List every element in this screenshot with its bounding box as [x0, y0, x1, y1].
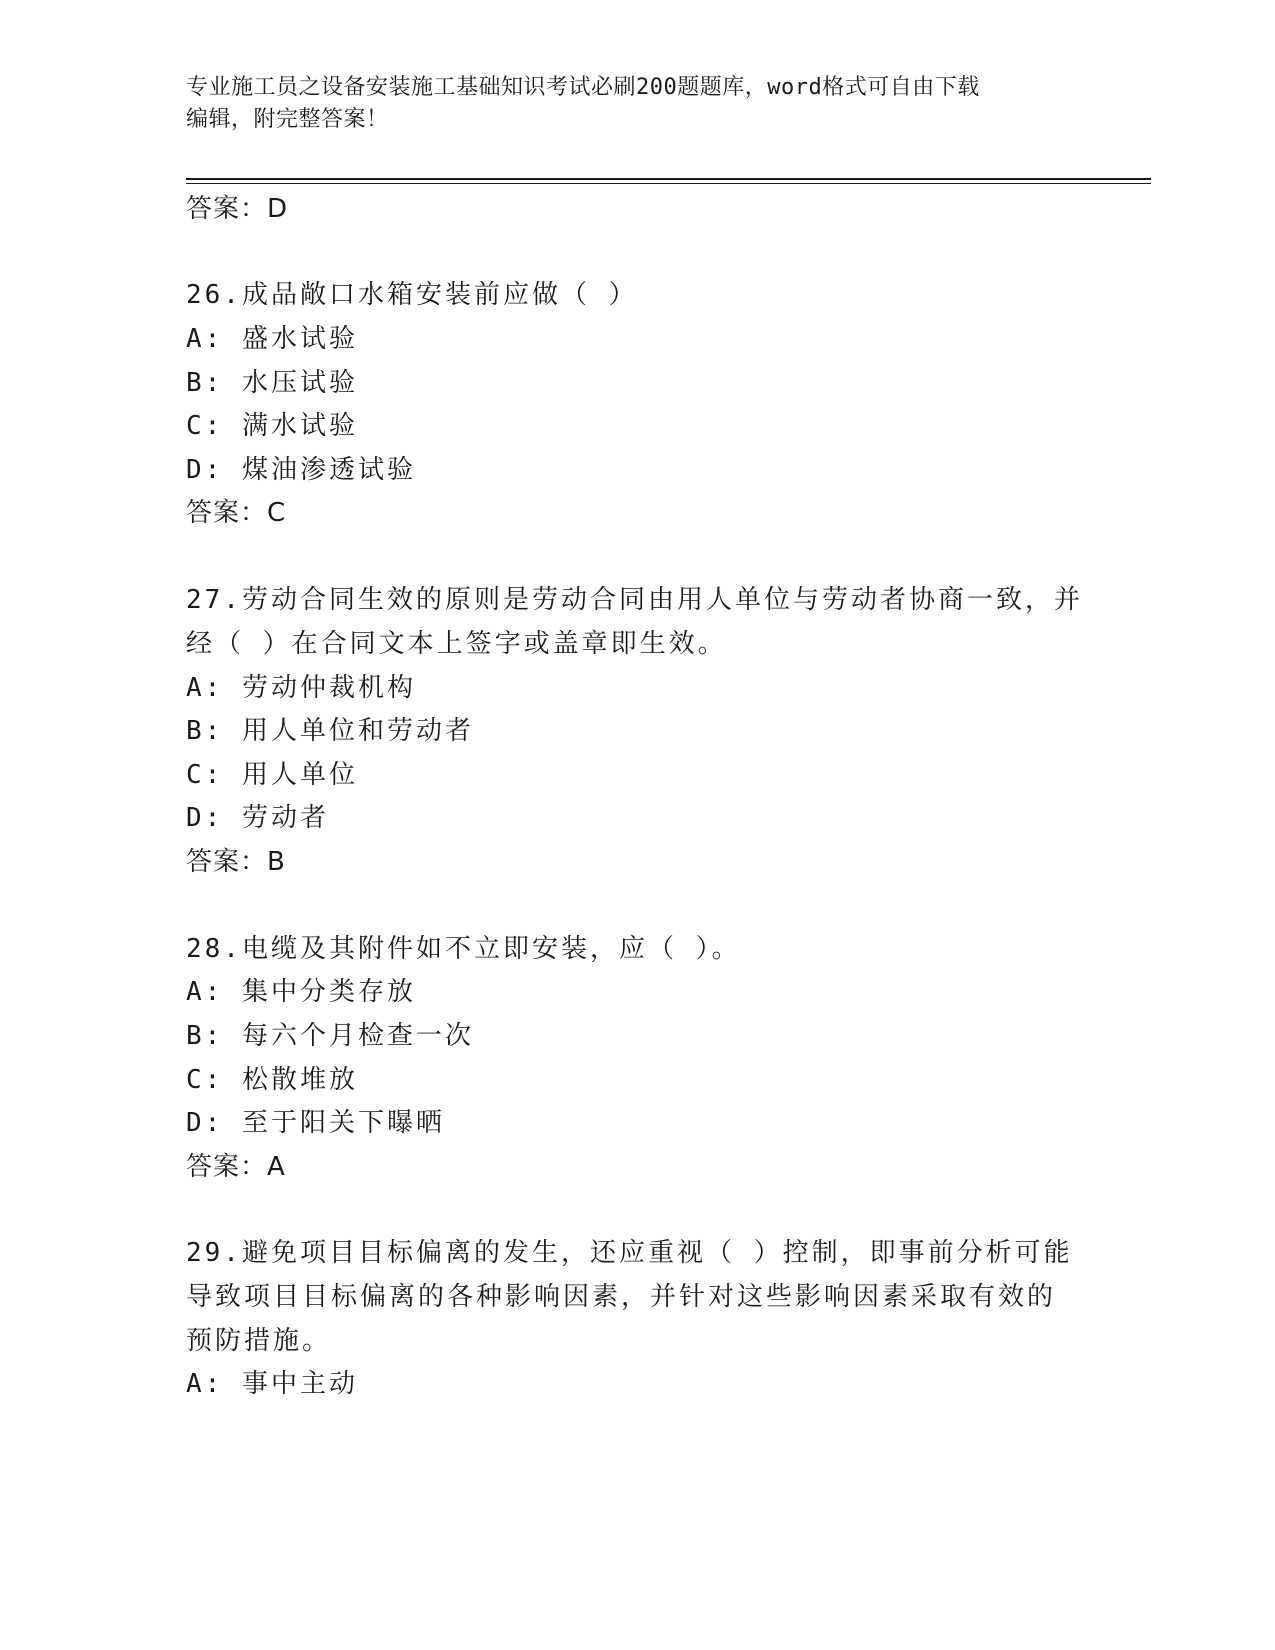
answer-28: 答案：A: [186, 1152, 286, 1182]
header-divider-thin: [186, 183, 1151, 184]
answer-26: 答案：C: [186, 498, 287, 528]
header-divider-thick: [186, 178, 1151, 180]
question-26-option-d: D: 煤油渗透试验: [186, 455, 416, 485]
header-line-2: 编辑，附完整答案！: [186, 107, 389, 132]
question-27-stem-line-2: 经（ ）在合同文本上签字或盖章即生效。: [186, 629, 727, 659]
question-29-stem-line-3: 预防措施。: [186, 1326, 332, 1356]
question-26-option-b: B: 水压试验: [186, 368, 358, 398]
question-29-stem-line-1: 29.避免项目目标偏离的发生，还应重视（ ）控制，即事前分析可能: [186, 1238, 1073, 1268]
question-28-option-b: B: 每六个月检查一次: [186, 1021, 474, 1051]
question-28-option-d: D: 至于阳关下曝晒: [186, 1108, 445, 1138]
question-26-stem: 26.成品敞口水箱安装前应做（ ）: [186, 280, 638, 310]
question-28-option-c: C: 松散堆放: [186, 1065, 358, 1095]
answer-27: 答案：B: [186, 847, 286, 877]
question-27-option-a: A: 劳动仲裁机构: [186, 673, 416, 703]
question-29-option-a: A: 事中主动: [186, 1369, 358, 1399]
question-27-option-c: C: 用人单位: [186, 760, 358, 790]
question-27-option-b: B: 用人单位和劳动者: [186, 716, 474, 746]
question-29-stem-line-2: 导致项目目标偏离的各种影响因素，并针对这些影响因素采取有效的: [186, 1282, 1057, 1312]
question-26-option-c: C: 满水试验: [186, 411, 358, 441]
header-line-1: 专业施工员之设备安装施工基础知识考试必刷200题题库，word格式可自由下载: [186, 75, 980, 100]
question-27-stem-line-1: 27.劳动合同生效的原则是劳动合同由用人单位与劳动者协商一致，并: [186, 585, 1083, 615]
question-26-option-a: A: 盛水试验: [186, 324, 358, 354]
question-28-stem: 28.电缆及其附件如不立即安装，应（ ）。: [186, 934, 741, 964]
answer-25: 答案：D: [186, 194, 289, 224]
document-header: [186, 72, 1076, 136]
question-28-option-a: A: 集中分类存放: [186, 977, 416, 1007]
question-27-option-d: D: 劳动者: [186, 803, 329, 833]
